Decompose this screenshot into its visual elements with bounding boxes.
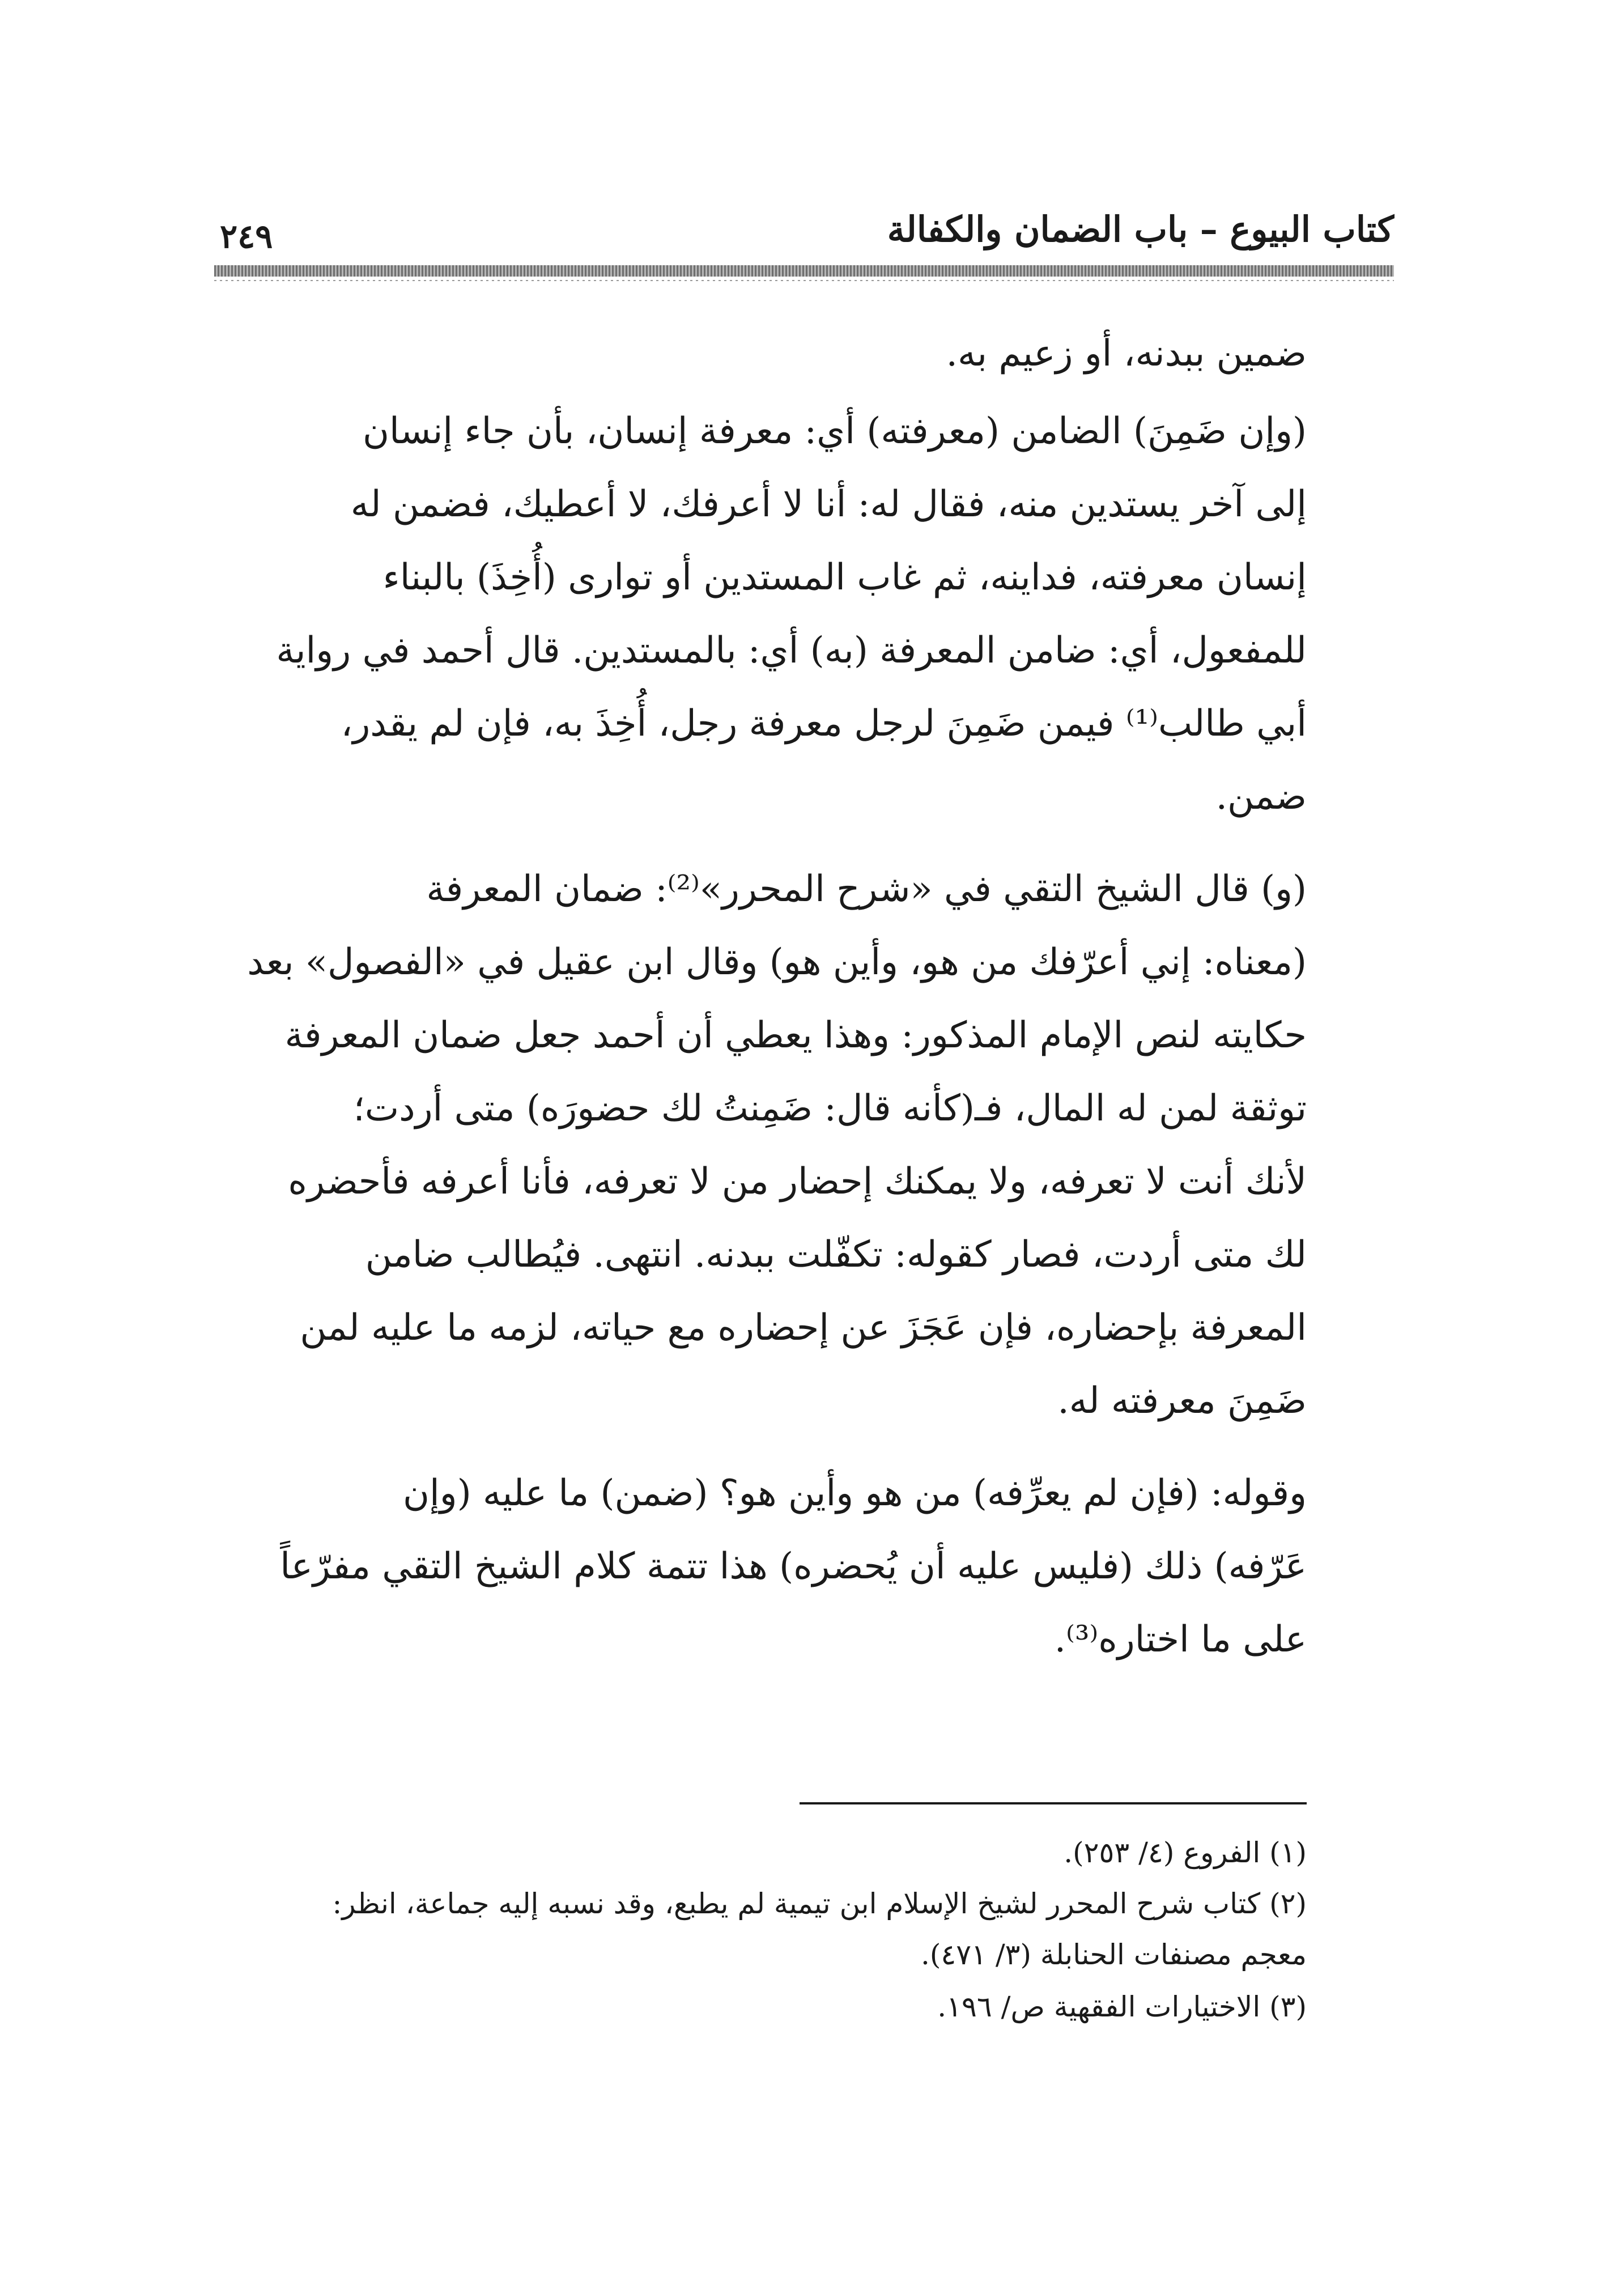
paragraph: (وإن ضَمِنَ) الضامن (معرفته) أي: معرفة إنسان، بأن جاء إنسان إلى آخر يستدين منه، فقال له: أنا لا أعرفك، لا أعطيك، فضمن له إنسان معرفته، فداينه، ثم غاب المستدين أو توارى (أُخِذَ) بالبناء للمفعول، أي: ضامن المعرفة (به) أي: بالمستدين. قال أحمد في رواية أبي طالب⁽¹⁾ فيمن ضَمِنَ لرجل معرفة رجل، أُخِذَ به، فإن لم يقدر، ضمن. — [276, 410, 1307, 818]
running-header — [214, 204, 1394, 266]
footnote-rule — [800, 1802, 1307, 1804]
page-number: ٢٤٩ — [220, 217, 273, 256]
footnote: (٣) الاختيارات الفقهية ص/ ١٩٦. — [937, 1990, 1307, 2023]
paragraph: وقوله: (فإن لم يعرِّفه) من هو وأين هو؟ (ضمن) ما عليه (وإن عَرّفه) ذلك (فليس عليه أن يُحضره) هذا تتمة كلام الشيخ التقي مفرّعاً على ما اختاره⁽³⁾. — [280, 1472, 1307, 1661]
paragraph: (و) قال الشيخ التقي في «شرح المحرر»⁽²⁾: ضمان المعرفة (معناه: إني أعرّفك من هو، وأين هو) وقال ابن عقيل في «الفصول» بعد حكايته لنص الإمام المذكور: وهذا يعطي أن أحمد جعل ضمان المعرفة توثقة لمن له المال، فـ(كأنه قال: ضَمِنتُ لك حضورَه) متى أردت؛ لأنك أنت لا تعرفه، ولا يمكنك إحضار من لا تعرفه، فأنا أعرفه فأحضره لك متى أردت، فصار كقوله: تكفّلت ببدنه. انتهى. فيُطالب ضامن المعرفة بإحضاره، فإن عَجَزَ عن إحضاره مع حياته، لزمه ما عليه لمن ضَمِنَ معرفته له. — [247, 868, 1307, 1422]
footnote: (٢) كتاب شرح المحرر لشيخ الإسلام ابن تيمية لم يطبع، وقد نسبه إليه جماعة، انظر: معجم مصنفات الحنابلة (٣/ ٤٧١). — [332, 1887, 1307, 1971]
footnotes — [193, 1827, 1307, 2032]
body-text — [193, 317, 1307, 1676]
header-rule-thin — [214, 280, 1394, 281]
footnote: (١) الفروع (٤/ ٢٥٣). — [1064, 1836, 1307, 1869]
header-rule — [214, 265, 1394, 277]
paragraph: ضمين ببدنه، أو زعيم به. — [946, 333, 1307, 375]
chapter-title: كتاب البيوع – باب الضمان والكفالة — [887, 209, 1394, 250]
